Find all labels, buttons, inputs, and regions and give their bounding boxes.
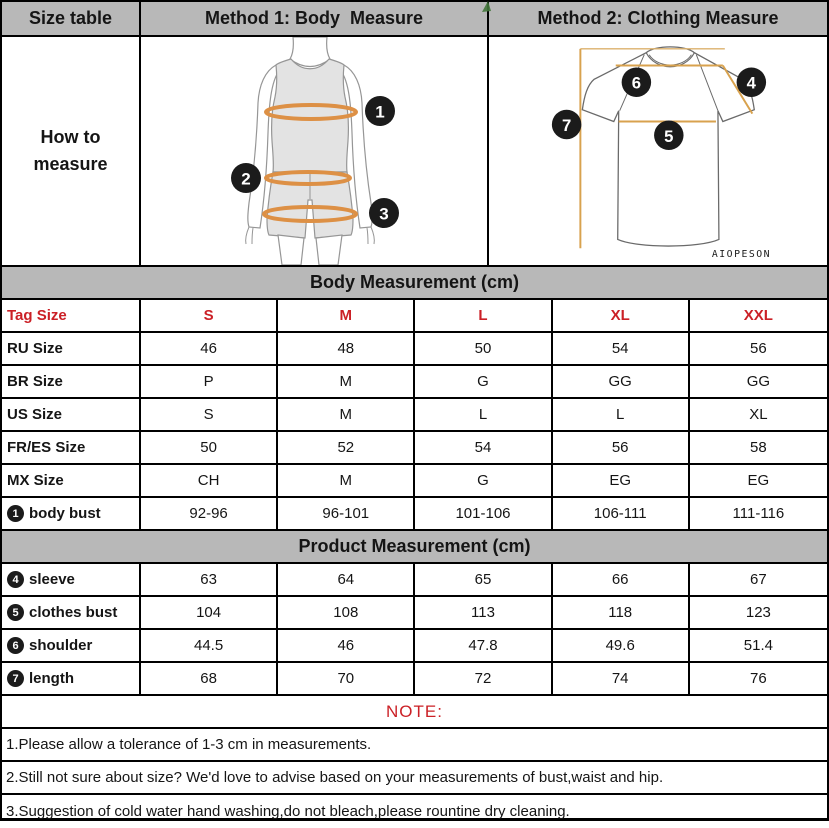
value-cell: XXL xyxy=(743,307,773,324)
value-cell: 46 xyxy=(278,630,415,661)
row-label: BR Size xyxy=(7,373,63,390)
value-cell: M xyxy=(278,300,415,331)
value-cell: 48 xyxy=(278,333,415,364)
value-cell: 56 xyxy=(750,340,767,357)
value-cell: M xyxy=(278,366,415,397)
value-cell: 52 xyxy=(278,432,415,463)
value-cell: 72 xyxy=(415,663,552,694)
row-label: FR/ES Size xyxy=(7,439,86,456)
row-label: clothes bust xyxy=(29,604,118,621)
tshirt-illustration xyxy=(489,37,827,265)
note-title: NOTE: xyxy=(2,696,827,729)
marker-badge-icon: 1 xyxy=(7,505,24,522)
value-cell: S xyxy=(141,399,278,430)
value-cell: XL xyxy=(749,406,768,423)
table-row xyxy=(2,498,827,531)
table-row xyxy=(2,663,827,696)
row-label-cell xyxy=(2,597,141,628)
value-cell: 64 xyxy=(278,564,415,595)
value-cell: 96-101 xyxy=(278,498,415,529)
value-cell: M xyxy=(278,465,415,496)
value-cell: 68 xyxy=(141,663,278,694)
value-cell: 74 xyxy=(553,663,690,694)
marker-6-icon xyxy=(622,67,651,96)
row-label-cell xyxy=(2,366,141,397)
value-cell: 106-111 xyxy=(553,498,690,529)
table-row xyxy=(2,366,827,399)
table-row xyxy=(2,399,827,432)
marker-6-number: 6 xyxy=(631,73,642,93)
notes-list xyxy=(2,729,827,828)
value-cell: 44.5 xyxy=(141,630,278,661)
value-cell: 56 xyxy=(553,432,690,463)
value-cell: 113 xyxy=(415,597,552,628)
marker-1-icon xyxy=(365,96,395,126)
row-label: MX Size xyxy=(7,472,64,489)
value-cell: L xyxy=(553,399,690,430)
row-label: shoulder xyxy=(29,637,93,654)
clothing-measure-diagram xyxy=(489,37,827,265)
row-label: length xyxy=(29,670,74,687)
table-row xyxy=(2,630,827,663)
top-header-row xyxy=(2,2,827,37)
marker-3-icon xyxy=(369,198,399,228)
value-cell: 111-116 xyxy=(732,505,785,522)
value-cell: 54 xyxy=(415,432,552,463)
diagram-row xyxy=(2,37,827,267)
row-label-cell xyxy=(2,663,141,694)
value-cell: 54 xyxy=(553,333,690,364)
row-label: body bust xyxy=(29,505,101,522)
value-cell: 47.8 xyxy=(415,630,552,661)
table-row xyxy=(2,432,827,465)
header-size-table: Size table xyxy=(2,2,141,35)
marker-5-number: 5 xyxy=(664,126,674,146)
row-label-cell xyxy=(2,564,141,595)
value-cell: 51.4 xyxy=(743,637,773,654)
value-cell: 118 xyxy=(553,597,690,628)
marker-4-number: 4 xyxy=(746,73,756,93)
row-label: sleeve xyxy=(29,571,75,588)
value-cell: 50 xyxy=(415,333,552,364)
value-cell: M xyxy=(278,399,415,430)
body-measurement-title: Body Measurement (cm) xyxy=(2,267,827,300)
marker-badge-icon: 6 xyxy=(7,637,24,654)
how-to-measure-label xyxy=(2,37,141,265)
row-label-cell xyxy=(2,498,141,529)
marker-7-number: 7 xyxy=(561,115,572,135)
table-row xyxy=(2,333,827,366)
how-to-line1: How to xyxy=(40,127,101,147)
row-label-cell xyxy=(2,333,141,364)
value-cell: 67 xyxy=(750,571,767,588)
value-cell: 108 xyxy=(278,597,415,628)
header-method1: Method 1: Body Measure xyxy=(141,2,489,35)
body-measurement-table xyxy=(2,300,827,531)
product-measurement-table xyxy=(2,564,827,696)
marker-3-number: 3 xyxy=(379,204,389,224)
value-cell: 66 xyxy=(553,564,690,595)
value-cell: P xyxy=(141,366,278,397)
table-row xyxy=(2,564,827,597)
row-label: Tag Size xyxy=(7,307,67,324)
note-item: 3.Suggestion of cold water hand washing,do not bleach,please rountine dry cleaning. xyxy=(6,803,570,820)
value-cell: 70 xyxy=(278,663,415,694)
row-label-cell xyxy=(2,630,141,661)
table-row xyxy=(2,465,827,498)
brand-label: AIOPESON xyxy=(711,249,771,261)
row-label-cell xyxy=(2,432,141,463)
header-method2: Method 2: Clothing Measure xyxy=(537,8,779,28)
value-cell: G xyxy=(415,465,552,496)
value-cell: 49.6 xyxy=(553,630,690,661)
value-cell: GG xyxy=(746,373,771,390)
body-figure-illustration xyxy=(141,37,487,265)
product-measurement-title: Product Measurement (cm) xyxy=(2,531,827,564)
value-cell: G xyxy=(415,366,552,397)
value-cell: CH xyxy=(141,465,278,496)
value-cell: L xyxy=(415,399,552,430)
value-cell: 101-106 xyxy=(415,498,552,529)
marker-5-icon xyxy=(654,121,683,150)
marker-2-number: 2 xyxy=(241,169,251,189)
marker-badge-icon: 7 xyxy=(7,670,24,687)
value-cell: 92-96 xyxy=(141,498,278,529)
value-cell: GG xyxy=(553,366,690,397)
value-cell: EG xyxy=(553,465,690,496)
row-label: US Size xyxy=(7,406,63,423)
body-measure-diagram xyxy=(141,37,489,265)
value-cell: 50 xyxy=(141,432,278,463)
value-cell: 65 xyxy=(415,564,552,595)
row-label: RU Size xyxy=(7,340,63,357)
value-cell: 104 xyxy=(141,597,278,628)
note-item: 2.Still not sure about size? We'd love to advise based on your measurements of bust,waist and hip. xyxy=(2,762,827,795)
value-cell: S xyxy=(141,300,278,331)
value-cell: 63 xyxy=(141,564,278,595)
row-label-cell xyxy=(2,399,141,430)
marker-badge-icon: 5 xyxy=(7,604,24,621)
row-label-cell xyxy=(2,465,141,496)
value-cell: 76 xyxy=(750,670,767,687)
value-cell: EG xyxy=(747,472,770,489)
marker-7-icon xyxy=(552,110,581,139)
value-cell: 58 xyxy=(750,439,767,456)
value-cell: L xyxy=(415,300,552,331)
value-cell: XL xyxy=(553,300,690,331)
table-row xyxy=(2,300,827,333)
value-cell: 123 xyxy=(745,604,771,621)
marker-2-icon xyxy=(231,163,261,193)
how-to-line2: measure xyxy=(33,154,108,174)
row-label-cell xyxy=(2,300,141,331)
table-row xyxy=(2,597,827,630)
marker-4-icon xyxy=(737,67,766,96)
marker-1-number: 1 xyxy=(375,102,385,122)
value-cell: 46 xyxy=(141,333,278,364)
note-item: 1.Please allow a tolerance of 1-3 cm in measurements. xyxy=(2,729,827,762)
marker-badge-icon: 4 xyxy=(7,571,24,588)
